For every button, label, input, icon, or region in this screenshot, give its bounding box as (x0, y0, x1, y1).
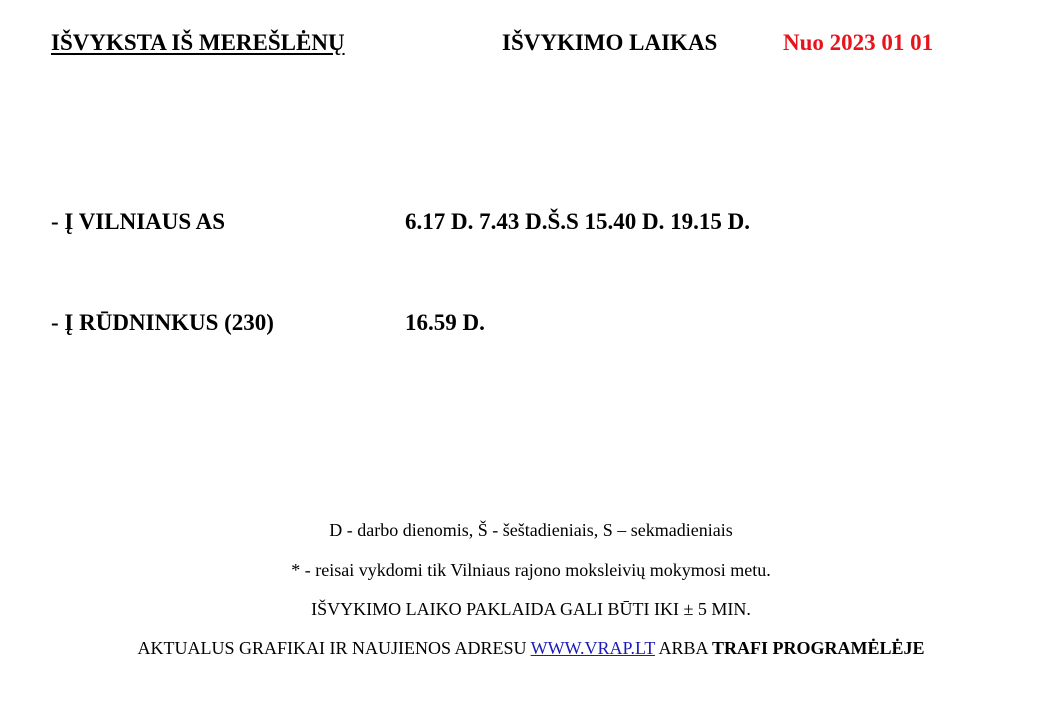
trafi-app-label: TRAFI PROGRAMĖLĖJE (712, 638, 925, 658)
time-tolerance-note: IŠVYKIMO LAIKO PAKLAIDA GALI BŪTI IKI ± 5 MIN. (311, 599, 751, 619)
info-line (0, 637, 1062, 659)
route-times-rudninkai: 16.59 D. (405, 310, 485, 335)
stop-title: IŠVYKSTA IŠ MEREŠLĖNŲ (51, 30, 345, 55)
school-trips-note: * - reisai vykdomi tik Vilniaus rajono moksleivių mokymosi metu. (291, 560, 771, 580)
info-prefix: AKTUALUS GRAFIKAI IR NAUJIENOS ADRESU (137, 638, 531, 658)
departure-time-heading: IŠVYKIMO LAIKAS (502, 30, 718, 55)
day-legend-note: D - darbo dienomis, Š - šeštadieniais, S – sekmadieniais (329, 520, 733, 540)
valid-from-date: Nuo 2023 01 01 (783, 30, 934, 55)
vrap-website-link[interactable]: WWW.VRAP.LT (530, 638, 655, 658)
route-destination-vilnius: - Į VILNIAUS AS (51, 209, 226, 234)
route-times-vilnius: 6.17 D. 7.43 D.Š.S 15.40 D. 19.15 D. (405, 209, 751, 234)
info-middle: ARBA (655, 638, 713, 658)
route-destination-rudninkai: - Į RŪDNINKUS (230) (51, 310, 274, 335)
